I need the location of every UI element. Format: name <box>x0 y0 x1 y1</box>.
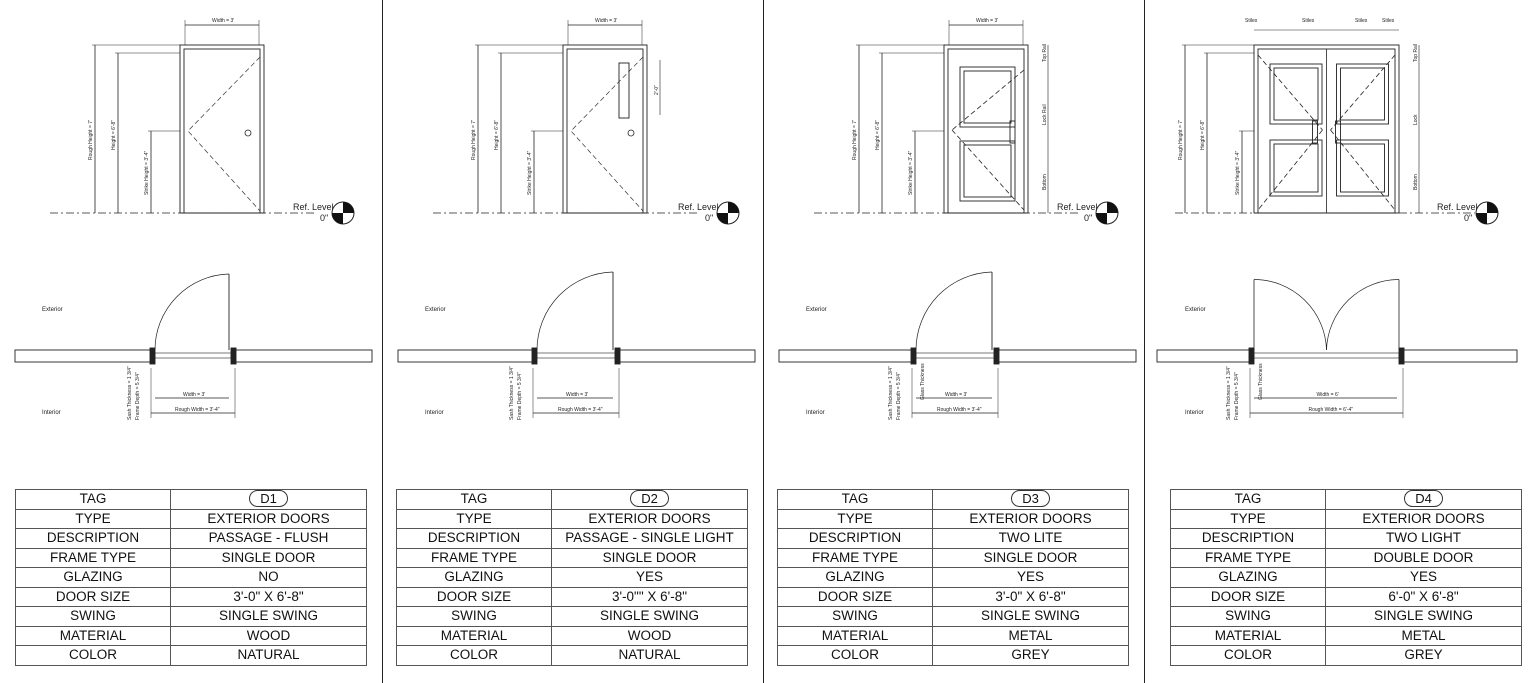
dimension-label: Top Rail <box>1042 43 1048 62</box>
row-label: SWING <box>16 607 171 627</box>
row-label: SWING <box>1171 607 1326 627</box>
door-schedule-table <box>396 489 748 666</box>
dimension-label: Width = 3' <box>595 18 618 24</box>
dimension-label: Height = 6'-8" <box>111 119 117 150</box>
row-value: SINGLE DOOR <box>552 548 748 568</box>
row-label: TAG <box>16 490 171 510</box>
door-schedule-table <box>1170 489 1522 666</box>
row-value: YES <box>933 568 1129 588</box>
door-elevation <box>433 18 739 224</box>
wall <box>779 350 914 362</box>
row-label: FRAME TYPE <box>778 548 933 568</box>
panel-divider <box>1144 0 1145 683</box>
exterior-label: Exterior <box>42 307 63 313</box>
row-label: DESCRIPTION <box>16 529 171 549</box>
row-value: SINGLE SWING <box>552 607 748 627</box>
table-row <box>397 568 748 588</box>
row-value: METAL <box>933 626 1129 646</box>
row-label: SWING <box>397 607 552 627</box>
row-value: YES <box>1326 568 1522 588</box>
dimension-label: Stiles <box>1302 18 1315 24</box>
row-value: SINGLE DOOR <box>933 548 1129 568</box>
ref-level-value: 0" <box>320 213 329 223</box>
door-elevation <box>814 18 1118 224</box>
dimension-label: Top Rail <box>1413 43 1419 62</box>
table-row <box>1171 509 1522 529</box>
table-row <box>1171 587 1522 607</box>
wall <box>398 350 535 362</box>
dimension-label: Rough Width = 3'-4" <box>937 407 982 413</box>
row-value: EXTERIOR DOORS <box>1326 509 1522 529</box>
frame-jamb <box>911 348 916 364</box>
dimension-label: Rough Height = 7' <box>1178 119 1184 160</box>
door-swing-arc <box>1327 280 1400 351</box>
door-leaf <box>184 49 260 213</box>
row-label: GLAZING <box>778 568 933 588</box>
frame-jamb <box>532 348 537 364</box>
row-label: TYPE <box>16 509 171 529</box>
door-panel-d4 <box>1145 0 1528 683</box>
table-row <box>16 548 367 568</box>
row-value: METAL <box>1326 626 1522 646</box>
door-swing-arc <box>916 272 992 350</box>
row-value: EXTERIOR DOORS <box>171 509 367 529</box>
table-row <box>397 529 748 549</box>
table-row <box>778 529 1129 549</box>
table-row <box>16 568 367 588</box>
glass-panel <box>960 141 1015 201</box>
row-label: TAG <box>1171 490 1326 510</box>
door-swing-arc <box>1254 280 1327 351</box>
row-value: WOOD <box>171 626 367 646</box>
table-row <box>1171 646 1522 666</box>
row-value <box>933 490 1129 510</box>
dimension-label: Rough Width = 6'-4" <box>1308 407 1354 413</box>
door-plan <box>398 272 755 420</box>
door-tag-badge: D2 <box>630 490 669 507</box>
table-row <box>397 490 748 510</box>
door-frame <box>180 45 264 213</box>
interior-label: Interior <box>1185 410 1204 416</box>
frame-jamb <box>150 348 155 364</box>
row-label: COLOR <box>778 646 933 666</box>
row-label: MATERIAL <box>16 626 171 646</box>
door-leaf <box>567 49 643 213</box>
row-value: NATURAL <box>552 646 748 666</box>
dimension-label: Strike Height = 3'-4" <box>908 150 914 195</box>
row-label: MATERIAL <box>778 626 933 646</box>
door-drawing <box>0 0 383 485</box>
table-row <box>778 587 1129 607</box>
row-value <box>552 490 748 510</box>
row-label: TAG <box>778 490 933 510</box>
table-row <box>778 490 1129 510</box>
dimension-label: Frame Depth = 5 3/4" <box>517 372 523 420</box>
frame-jamb <box>994 348 999 364</box>
table-row <box>16 646 367 666</box>
table-row <box>397 587 748 607</box>
dimension-label: Rough Height = 7' <box>471 119 477 160</box>
row-label: COLOR <box>16 646 171 666</box>
table-row <box>16 509 367 529</box>
row-value: DOUBLE DOOR <box>1326 548 1522 568</box>
row-label: DOOR SIZE <box>1171 587 1326 607</box>
dimension-label: Height = 6'-8" <box>494 119 500 150</box>
ref-level-label: Ref. Level <box>1437 202 1478 212</box>
row-value: PASSAGE - SINGLE LIGHT <box>552 529 748 549</box>
dimension-label: Frame Depth = 5 3/4" <box>1234 372 1240 420</box>
vision-light <box>619 63 629 118</box>
table-row <box>1171 568 1522 588</box>
dimension-label: Strike Height = 3'-4" <box>144 150 150 195</box>
door-plan <box>1157 280 1517 421</box>
ref-level-value: 0" <box>705 213 714 223</box>
door-leaf-plan <box>1254 353 1399 358</box>
dimension-label: Stiles <box>1355 18 1368 24</box>
row-label: DESCRIPTION <box>397 529 552 549</box>
door-tag-badge: D1 <box>249 490 288 507</box>
dimension-label: Height = 6'-8" <box>1200 119 1206 150</box>
dimension-label: Width = 3' <box>976 18 999 24</box>
dimension-label: Sash Thickness = 1 3/4" <box>509 366 515 420</box>
door-panel-d1 <box>0 0 383 683</box>
table-row <box>397 607 748 627</box>
ref-level-label: Ref. Level <box>1057 202 1098 212</box>
wall <box>617 350 755 362</box>
door-leaf <box>948 49 1024 213</box>
door-tag-badge: D3 <box>1011 490 1050 507</box>
door-elevation <box>1175 18 1498 224</box>
row-label: TAG <box>397 490 552 510</box>
row-label: GLAZING <box>16 568 171 588</box>
frame-jamb <box>615 348 620 364</box>
door-plan <box>15 274 372 420</box>
dimension-label: Lock Rail <box>1042 104 1048 125</box>
row-value <box>171 490 367 510</box>
row-label: DOOR SIZE <box>397 587 552 607</box>
table-row <box>1171 529 1522 549</box>
wall <box>1157 350 1252 362</box>
table-row <box>16 607 367 627</box>
row-value: SINGLE SWING <box>171 607 367 627</box>
glass-panel <box>1270 140 1322 196</box>
table-row <box>16 626 367 646</box>
row-label: TYPE <box>778 509 933 529</box>
row-label: TYPE <box>1171 509 1326 529</box>
row-value: 6'-0" X 6'-8" <box>1326 587 1522 607</box>
dimension-label: Height = 6'-8" <box>875 119 881 150</box>
door-leaf-plan <box>916 353 994 358</box>
row-value: EXTERIOR DOORS <box>933 509 1129 529</box>
row-label: SWING <box>778 607 933 627</box>
table-row <box>778 509 1129 529</box>
ref-level-value: 0" <box>1084 213 1093 223</box>
row-label: FRAME TYPE <box>397 548 552 568</box>
row-value: WOOD <box>552 626 748 646</box>
door-swing-arc <box>537 272 613 350</box>
row-value: EXTERIOR DOORS <box>552 509 748 529</box>
dimension-label: Width = 3' <box>183 392 206 398</box>
door-schedule-table <box>15 489 367 666</box>
row-value: SINGLE SWING <box>1326 607 1522 627</box>
row-label: COLOR <box>397 646 552 666</box>
table-row <box>16 529 367 549</box>
table-row <box>16 587 367 607</box>
dimension-label: Width = 3' <box>945 392 968 398</box>
dimension-label: Frame Depth = 5 3/4" <box>135 372 141 420</box>
table-row <box>1171 548 1522 568</box>
ref-level-label: Ref. Level <box>293 202 334 212</box>
row-value: GREY <box>1326 646 1522 666</box>
row-label: DESCRIPTION <box>1171 529 1326 549</box>
table-row <box>397 509 748 529</box>
table-row <box>778 568 1129 588</box>
row-label: COLOR <box>1171 646 1326 666</box>
door-tag-badge: D4 <box>1404 490 1443 507</box>
frame-jamb <box>1249 348 1254 364</box>
row-label: TYPE <box>397 509 552 529</box>
dimension-label: Bottom <box>1413 174 1419 190</box>
row-value: 3'-0" X 6'-8" <box>171 587 367 607</box>
row-label: DESCRIPTION <box>778 529 933 549</box>
row-value <box>1326 490 1522 510</box>
row-value: NO <box>171 568 367 588</box>
row-value: PASSAGE - FLUSH <box>171 529 367 549</box>
row-value: SINGLE DOOR <box>171 548 367 568</box>
door-plan <box>779 272 1136 420</box>
glass-panel <box>960 67 1015 127</box>
dimension-label: Frame Depth = 5 3/4" <box>896 372 902 420</box>
door-frame <box>563 45 647 213</box>
door-drawing <box>764 0 1147 485</box>
dimension-label: Sash Thickness = 1 3/4" <box>888 366 894 420</box>
door-panel-d3 <box>764 0 1147 683</box>
door-panel-d2 <box>383 0 766 683</box>
frame-jamb <box>1399 348 1404 364</box>
door-elevation <box>50 18 354 224</box>
row-label: GLAZING <box>397 568 552 588</box>
table-row <box>778 607 1129 627</box>
panel-divider <box>382 0 383 683</box>
lock-hardware <box>1010 121 1015 143</box>
door-leaf-plan <box>155 353 231 358</box>
table-row <box>397 646 748 666</box>
door-swing-arc <box>155 274 229 350</box>
dimension-label: Stiles <box>1382 18 1395 24</box>
wall <box>1401 350 1517 362</box>
frame-jamb <box>231 348 236 364</box>
dimension-label: Sash Thickness = 1 3/4" <box>1226 366 1232 420</box>
table-row <box>397 548 748 568</box>
interior-label: Interior <box>806 410 825 416</box>
exterior-label: Exterior <box>806 307 827 313</box>
dimension-label: Sash Thickness = 1 3/4" <box>127 366 133 420</box>
dimension-label: Strike Height = 3'-4" <box>527 150 533 195</box>
door-schedule-table <box>777 489 1129 666</box>
table-row <box>778 548 1129 568</box>
row-value: 3'-0" X 6'-8" <box>933 587 1129 607</box>
dimension-label: Stiles <box>1245 18 1258 24</box>
table-row <box>1171 626 1522 646</box>
wall <box>996 350 1136 362</box>
dimension-label: Width = 3' <box>566 392 589 398</box>
table-row <box>397 626 748 646</box>
row-value: SINGLE SWING <box>933 607 1129 627</box>
row-value: 3'-0"" X 6'-8" <box>552 587 748 607</box>
door-handle-icon <box>245 130 251 136</box>
table-row <box>778 626 1129 646</box>
dimension-label: Rough Height = 7' <box>88 119 94 160</box>
dimension-label: Bottom <box>1042 174 1048 190</box>
row-value: GREY <box>933 646 1129 666</box>
ref-level-value: 0" <box>1464 213 1473 223</box>
dimension-label: Rough Width = 3'-4" <box>558 407 603 413</box>
wall <box>15 350 153 362</box>
table-row <box>778 646 1129 666</box>
row-value: TWO LIGHT <box>1326 529 1522 549</box>
wall <box>233 350 372 362</box>
door-handle-icon <box>628 130 634 136</box>
dimension-label: Rough Width = 3'-4" <box>175 407 220 413</box>
row-label: GLAZING <box>1171 568 1326 588</box>
glass-panel <box>1270 64 1322 124</box>
door-leaf-plan <box>537 353 615 358</box>
dimension-label: Lock <box>1413 114 1419 125</box>
row-label: DOOR SIZE <box>16 587 171 607</box>
row-label: FRAME TYPE <box>16 548 171 568</box>
table-row <box>1171 607 1522 627</box>
table-row <box>16 490 367 510</box>
interior-label: Interior <box>425 410 444 416</box>
row-value: YES <box>552 568 748 588</box>
row-label: DOOR SIZE <box>778 587 933 607</box>
door-drawing <box>1145 0 1528 485</box>
table-row <box>1171 490 1522 510</box>
dimension-label: 2'-0" <box>654 85 660 95</box>
dimension-label: Width = 6' <box>1316 392 1339 398</box>
ref-level-label: Ref. Level <box>678 202 719 212</box>
dimension-label: Strike Height = 3'-4" <box>1235 150 1241 195</box>
row-value: TWO LITE <box>933 529 1129 549</box>
exterior-label: Exterior <box>425 307 446 313</box>
row-label: MATERIAL <box>397 626 552 646</box>
dimension-label: Glass Thickness <box>1258 363 1264 400</box>
dimension-label: Width = 3' <box>212 18 235 24</box>
glass-panel <box>1337 140 1389 196</box>
dimension-label: Glass Thickness <box>920 363 926 400</box>
row-value: NATURAL <box>171 646 367 666</box>
row-label: MATERIAL <box>1171 626 1326 646</box>
dimension-label: Rough Height = 7' <box>852 119 858 160</box>
glass-panel <box>1337 64 1389 124</box>
door-drawing <box>383 0 766 485</box>
row-label: FRAME TYPE <box>1171 548 1326 568</box>
interior-label: Interior <box>42 410 61 416</box>
exterior-label: Exterior <box>1185 307 1206 313</box>
panel-divider <box>763 0 764 683</box>
